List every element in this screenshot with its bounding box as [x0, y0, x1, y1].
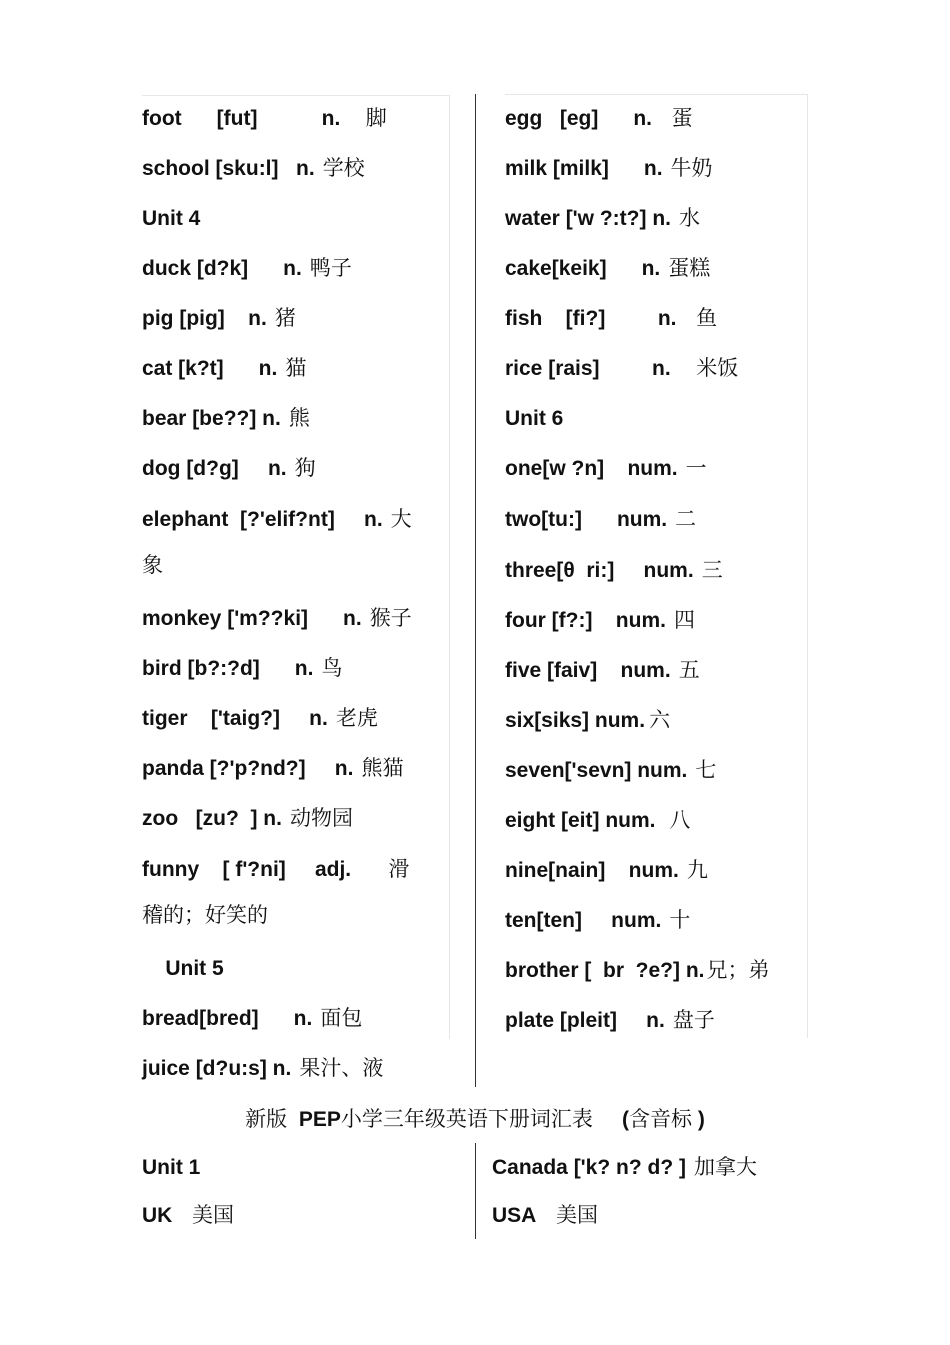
unit-heading: [142, 194, 450, 244]
vocab-word: zoo [zu? ] n.: [142, 807, 282, 830]
vocab-meaning: 兄；弟: [706, 959, 770, 982]
vocab-word: fish [fi?] n.: [505, 307, 677, 330]
vocab-word: bear [be??] n.: [142, 407, 281, 430]
vocab-row: [142, 794, 450, 844]
vocab-word: four [f?:] num.: [505, 609, 666, 632]
unit-heading: [142, 944, 450, 994]
vocab-row: [142, 494, 450, 546]
vocab-word: cat [k?t] n.: [142, 357, 278, 380]
vocab-row: [492, 1191, 802, 1241]
vocab-word: bird [b?:?d] n.: [142, 657, 314, 680]
vocab-meaning: 十: [669, 909, 691, 932]
vocab-row: [142, 644, 450, 694]
vocab-word: pig [piɡ] n.: [142, 307, 267, 330]
vocab-row: [505, 746, 807, 796]
vocab-row: [142, 1044, 450, 1094]
title-open-paren: (: [622, 1108, 630, 1131]
vocab-word: plate [pleit] n.: [505, 1009, 665, 1032]
vocab-row: [142, 94, 450, 144]
vocab-word: one[w ?n] num.: [505, 457, 678, 480]
vocab-meaning: 猴子: [369, 607, 412, 630]
vocab-row: [505, 294, 807, 344]
vocab-meaning: 美国: [180, 1204, 235, 1227]
vocab-word: panda [?'p?nd?] n.: [142, 757, 354, 780]
vocab-meaning: 加拿大: [694, 1156, 757, 1179]
column-divider-top: [475, 94, 476, 1087]
vocab-word: milk [milk] n.: [505, 157, 663, 180]
vocab-meaning: 狗: [294, 457, 316, 480]
vocab-meaning: 蛋糕: [668, 257, 711, 280]
vocab-row: [505, 244, 807, 294]
vocab-word: cake[keik] n.: [505, 257, 661, 280]
vocab-meaning: 脚: [348, 107, 387, 130]
vocab-word: ten[ten] num.: [505, 909, 662, 932]
vocab-word: monkey ['m??ki] n.: [142, 607, 362, 630]
vocab-row: [142, 1191, 452, 1241]
title-middle: 小学三年级英语下册词汇表: [340, 1108, 623, 1131]
table-right-rule: [807, 94, 808, 1038]
vocab-word: UK: [142, 1204, 173, 1227]
vocab-meaning: 猫: [285, 357, 307, 380]
vocab-row: [505, 896, 807, 946]
vocab-meaning: 七: [695, 759, 717, 782]
vocab-meaning: 九: [686, 859, 708, 882]
vocab-word: USA: [492, 1204, 537, 1227]
vocab-meaning: 鸭子: [309, 257, 352, 280]
vocab-row: [505, 494, 807, 546]
vocab-column-left: [142, 94, 450, 1094]
title-suffix: 含音标: [629, 1108, 698, 1131]
vocab-row: [142, 844, 450, 896]
vocab-meaning: 鱼: [684, 307, 718, 330]
vocab-column-bottom-right: [492, 1145, 802, 1241]
vocab-meaning: 象: [142, 554, 163, 577]
vocab-meaning: 二: [675, 508, 697, 531]
vocab-row: [505, 546, 807, 596]
vocab-word: three[θ ri:] num.: [505, 559, 694, 582]
vocab-row: [505, 846, 807, 896]
vocab-meaning: 老虎: [335, 707, 378, 730]
unit-heading-text: Unit 5: [142, 957, 224, 980]
vocab-word: egg [eg] n.: [505, 107, 652, 130]
vocab-row: [505, 596, 807, 646]
vocab-column-bottom-left: [142, 1145, 452, 1241]
unit-heading-text: Unit 4: [142, 207, 201, 230]
vocab-word: two[tu:] num.: [505, 508, 668, 531]
title-pep: PEP: [298, 1108, 341, 1131]
vocab-meaning: 八: [663, 809, 691, 832]
vocab-meaning: 面包: [320, 1007, 363, 1030]
vocab-row: [142, 994, 450, 1044]
vocab-word: juice [d?u:s] n.: [142, 1057, 292, 1080]
vocab-word: water ['w ?:t?] n.: [505, 207, 671, 230]
vocab-word: school [sku:l] n.: [142, 157, 315, 180]
vocab-meaning: 盘子: [672, 1009, 715, 1032]
vocab-meaning: 牛奶: [670, 157, 713, 180]
vocab-row: [505, 94, 807, 144]
vocab-word: dog [d?g] n.: [142, 457, 287, 480]
vocab-row: [505, 696, 807, 746]
vocab-word: duck [d?k] n.: [142, 257, 302, 280]
vocab-meaning: 猪: [274, 307, 296, 330]
vocab-meaning: 大: [390, 508, 412, 531]
vocab-meaning: 鸟: [321, 657, 343, 680]
vocab-meaning: 一: [685, 457, 707, 480]
vocab-row: [505, 194, 807, 244]
vocab-word: foot [fut] n.: [142, 107, 341, 130]
vocab-row-continued: [142, 546, 450, 594]
vocab-row: [142, 594, 450, 644]
vocab-row: [142, 444, 450, 494]
vocab-meaning: 熊猫: [361, 757, 404, 780]
vocab-row: [142, 394, 450, 444]
vocab-meaning: 四: [673, 609, 695, 632]
vocab-meaning: 学校: [322, 157, 365, 180]
title-close-paren: ): [697, 1108, 705, 1131]
vocab-word: rice [rais] n.: [505, 357, 671, 380]
vocab-meaning: 稽的；好笑的: [142, 904, 268, 927]
vocab-row-continued: [142, 896, 450, 944]
vocab-meaning: 动物园: [289, 807, 353, 830]
vocab-row: [505, 646, 807, 696]
vocab-row: [505, 444, 807, 494]
vocab-word: six[siks] num.: [505, 709, 646, 732]
vocab-meaning: 滑: [359, 858, 410, 881]
vocab-meaning: 水: [678, 207, 700, 230]
unit-heading-text: Unit 6: [505, 407, 564, 430]
vocab-meaning: 米饭: [678, 357, 739, 380]
vocab-row: [505, 996, 807, 1046]
vocab-row: [492, 1145, 802, 1191]
vocab-row: [142, 694, 450, 744]
vocab-row: [505, 344, 807, 394]
vocab-meaning: 蛋: [660, 107, 693, 130]
vocab-word: brother [ br ?e?] n.: [505, 959, 705, 982]
vocab-column-right: [505, 94, 807, 1046]
vocab-word: nine[nain] num.: [505, 859, 679, 882]
vocab-meaning: 六: [649, 709, 671, 732]
vocab-row: [142, 744, 450, 794]
vocab-row: [505, 144, 807, 194]
vocab-row: [505, 796, 807, 846]
vocab-word: five [faiv] num.: [505, 659, 671, 682]
title-prefix: 新版: [245, 1108, 299, 1131]
section-title: [0, 1098, 950, 1142]
unit-heading-text: Unit 1: [142, 1156, 201, 1179]
vocab-meaning: 熊: [288, 407, 310, 430]
unit-heading: [505, 394, 807, 444]
vocab-word: funny [ f'?ni] adj.: [142, 858, 352, 881]
vocab-word: Canada ['k? n? d? ]: [492, 1156, 686, 1179]
vocab-word: elephant [?'elif?nt] n.: [142, 508, 383, 531]
vocab-row: [142, 144, 450, 194]
vocab-row: [142, 344, 450, 394]
vocab-meaning: 果汁、液: [299, 1057, 384, 1080]
vocab-meaning: 美国: [544, 1204, 599, 1227]
vocab-word: tiger ['taig?] n.: [142, 707, 328, 730]
vocab-meaning: 三: [701, 559, 723, 582]
unit-heading: [142, 1145, 452, 1191]
column-divider-bottom: [475, 1143, 476, 1239]
vocab-row: [142, 244, 450, 294]
vocab-word: eight [eit] num.: [505, 809, 656, 832]
vocab-row: [505, 946, 807, 996]
vocab-row: [142, 294, 450, 344]
vocab-word: bread[bred] n.: [142, 1007, 313, 1030]
vocab-meaning: 五: [678, 659, 700, 682]
vocab-word: seven['sevn] num.: [505, 759, 688, 782]
